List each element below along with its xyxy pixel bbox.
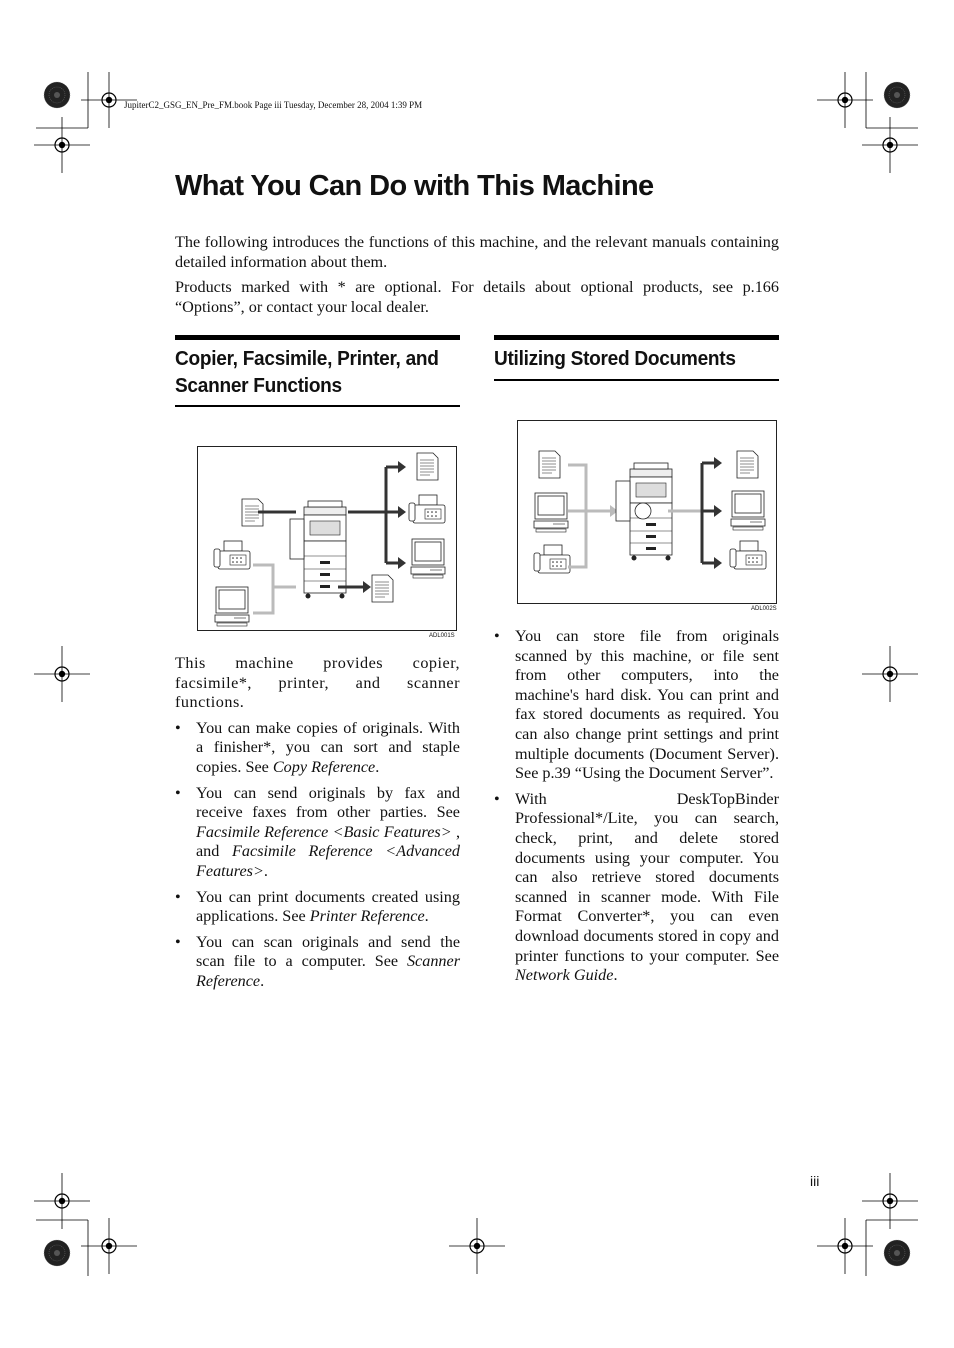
bullet: • — [175, 887, 181, 906]
bullet: • — [494, 789, 500, 808]
book-file-header: JupiterC2_GSG_EN_Pre_FM.book Page iii Tuesday, December 28, 2004 1:39 PM — [124, 100, 423, 110]
figure-code: ADL001S — [429, 633, 455, 639]
bullet: • — [175, 718, 181, 737]
figure-code: ADL002S — [751, 606, 777, 612]
manual-reference: Facsimile Reference <Advanced Features> — [196, 842, 460, 880]
functions-illustration — [197, 446, 457, 631]
stored-documents-list — [494, 627, 779, 986]
options-note: Products marked with * are optional. For details about optional products, see p.166 “Options”, or contact your local dealer. — [175, 278, 779, 316]
functions-lead: This machine provides copier, facsimile*, printer, and scanner functions. — [175, 654, 460, 712]
bullet: • — [175, 783, 181, 802]
functions-list — [175, 719, 460, 992]
list-item: • You can store file from originals scanned by this machine, or file sent from other computers, into the machine's hard disk. You can print and fax stored documents as required. You can also change print settings and print multiple documents (Document Server). See p.39 “Using the Document Server”. — [494, 627, 779, 783]
list-item: • You can print documents created using applications. See Printer Reference. — [175, 887, 460, 926]
page-number: iii — [810, 1173, 820, 1189]
heading-rule-bottom — [175, 405, 460, 407]
heading-rule-bottom — [494, 379, 779, 381]
manual-reference: Network Guide — [515, 966, 614, 985]
heading-rule-top — [494, 335, 779, 340]
manual-reference: Facsimile Reference <Basic Features> — [196, 822, 452, 841]
section-heading-functions: Copier, Facsimile, Printer, and Scanner Functions — [175, 347, 439, 397]
manual-reference: Copy Reference — [272, 757, 376, 776]
page-title: What You Can Do with This Machine — [175, 170, 654, 202]
functions-body — [175, 654, 460, 998]
list-item: • You can send originals by fax and receive faxes from other parties. See Facsimile Reference <Basic Features> , and Facsimile Reference <Advanced Features>. — [175, 783, 461, 880]
manual-reference: Scanner Reference — [196, 952, 460, 990]
stored-documents-illustration — [517, 420, 777, 604]
manual-reference: Printer Reference — [309, 907, 425, 926]
section-heading-stored-documents: Utilizing Stored Documents — [494, 347, 736, 370]
bullet: • — [494, 627, 500, 645]
list-item: • You can make copies of originals. With a finisher*, you can sort and staple copies. See Copy Reference. — [175, 718, 460, 776]
list-item: • With DeskTopBinder Professional*/Lite, you can search, check, print, and delete stored documents using your computer. You can also retrieve stored documents scanned in scanner mode. With File Format Converter*, you can even download documents stored in copy and printer functions to your computer. See Network Guide. — [494, 789, 779, 985]
intro-paragraph: The following introduces the functions of this machine, and the relevant manuals containing detailed information about them. — [175, 233, 779, 271]
list-item: • You can scan originals and send the scan file to a computer. See Scanner Reference. — [175, 932, 460, 990]
stored-documents-body — [494, 627, 779, 992]
heading-rule-top — [175, 335, 460, 340]
bullet: • — [175, 932, 181, 951]
